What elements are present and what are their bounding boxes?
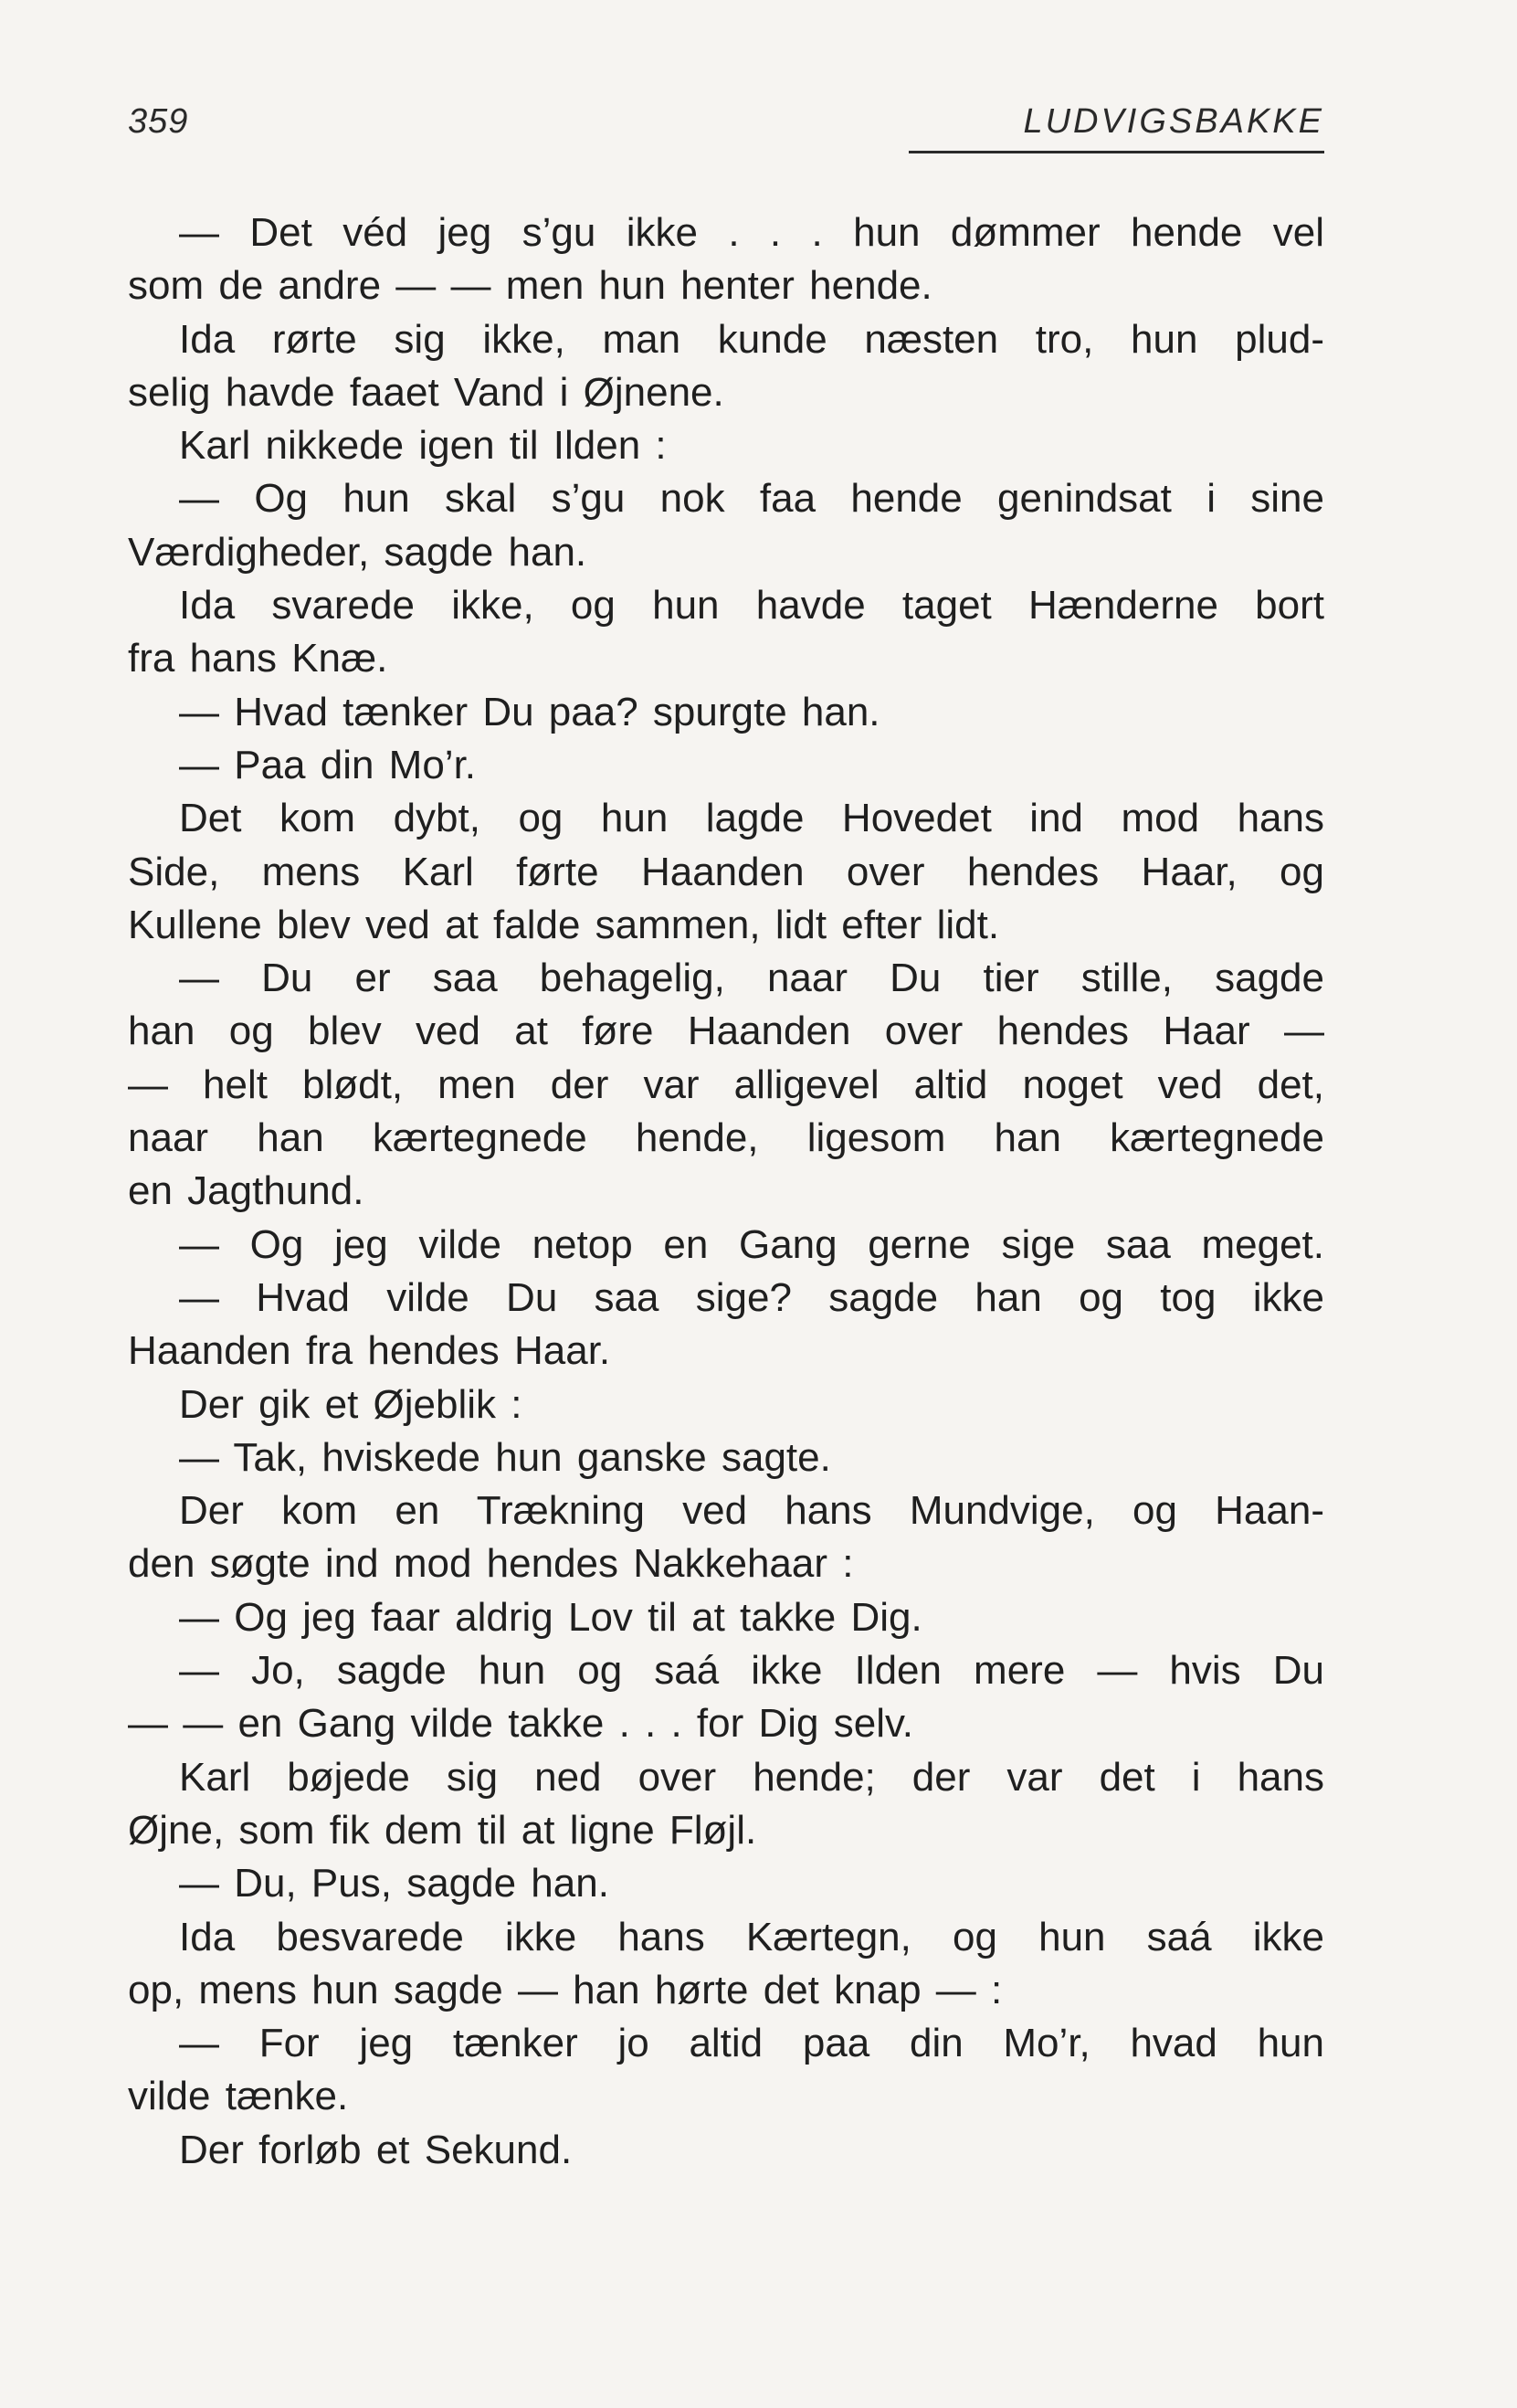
text-line: Der gik et Øjeblik : — [179, 1381, 522, 1427]
text-line: — Jo, sagde hun og saá ikke Ilden mere — hvis Du — [179, 1648, 1324, 1694]
text-line: Værdigheder, sagde han. — [128, 529, 587, 575]
text-line: Ida svarede ikke, og hun havde taget Hænderne bort — [179, 583, 1324, 628]
text-line: Der kom en Trækning ved hans Mundvige, og Haan- — [179, 1488, 1324, 1534]
text-line: — Hvad vilde Du saa sige? sagde han og tog ikke — [179, 1274, 1324, 1320]
page-header — [128, 102, 1324, 157]
text-line: — Du er saa behagelig, naar Du tier stille, sagde — [179, 956, 1324, 1001]
text-line: den søgte ind mod hendes Nakkehaar : — [128, 1541, 854, 1587]
text-line: — For jeg tænker jo altid paa din Mo’r, hvad hun — [179, 2021, 1324, 2066]
text-line: — Og hun skal s’gu nok faa hende genindsat i sine — [179, 476, 1324, 522]
text-line: selig havde faaet Vand i Øjnene. — [128, 369, 724, 415]
text-line: Ida rørte sig ikke, man kunde næsten tro, hun plud- — [179, 316, 1324, 362]
text-line: — Hvad tænker Du paa? spurgte han. — [179, 689, 880, 734]
text-line: — Og jeg faar aldrig Lov til at takke Dig. — [179, 1594, 922, 1640]
text-line: Kullene blev ved at falde sammen, lidt efter lidt. — [128, 902, 1000, 947]
text-line: — Og jeg vilde netop en Gang gerne sige saa meget. — [179, 1221, 1324, 1267]
text-line: fra hans Knæ. — [128, 636, 388, 681]
text-line: som de andre — — men hun henter hende. — [128, 263, 932, 309]
text-line: en Jagthund. — [128, 1168, 364, 1214]
text-line: vilde tænke. — [128, 2074, 349, 2119]
header-rule — [909, 151, 1324, 153]
page-number: 359 — [128, 102, 189, 141]
text-line: — Du, Pus, sagde han. — [179, 1861, 609, 1906]
text-line: — helt blødt, men der var alligevel altid noget ved det, — [128, 1061, 1324, 1107]
text-line: Side, mens Karl førte Haanden over hendes Haar, og — [128, 849, 1324, 894]
text-line: — Det véd jeg s’gu ikke . . . hun dømmer hende vel — [179, 210, 1324, 255]
text-line: — — en Gang vilde takke . . . for Dig selv. — [128, 1701, 913, 1747]
text-line: han og blev ved at føre Haanden over hendes Haar — — [128, 1009, 1324, 1054]
text-line: Haanden fra hendes Haar. — [128, 1328, 611, 1374]
body-text — [128, 206, 1324, 2177]
text-line: Karl bøjede sig ned over hende; der var det i hans — [179, 1754, 1324, 1800]
text-line: Øjne, som fik dem til at ligne Fløjl. — [128, 1807, 757, 1853]
text-line: naar han kærtegnede hende, ligesom han kærtegnede — [128, 1115, 1324, 1161]
text-line: Karl nikkede igen til Ilden : — [179, 423, 667, 469]
text-line: — Paa din Mo’r. — [179, 742, 477, 787]
text-line: Ida besvarede ikke hans Kærtegn, og hun saá ikke — [179, 1914, 1324, 1959]
text-line: Der forløb et Sekund. — [179, 2127, 573, 2172]
text-line: — Tak, hviskede hun ganske sagte. — [179, 1434, 831, 1480]
text-line: Det kom dybt, og hun lagde Hovedet ind mod hans — [179, 796, 1324, 841]
running-head: LUDVIGSBAKKE — [1023, 102, 1324, 141]
text-line: op, mens hun sagde — han hørte det knap — : — [128, 1967, 1003, 2012]
